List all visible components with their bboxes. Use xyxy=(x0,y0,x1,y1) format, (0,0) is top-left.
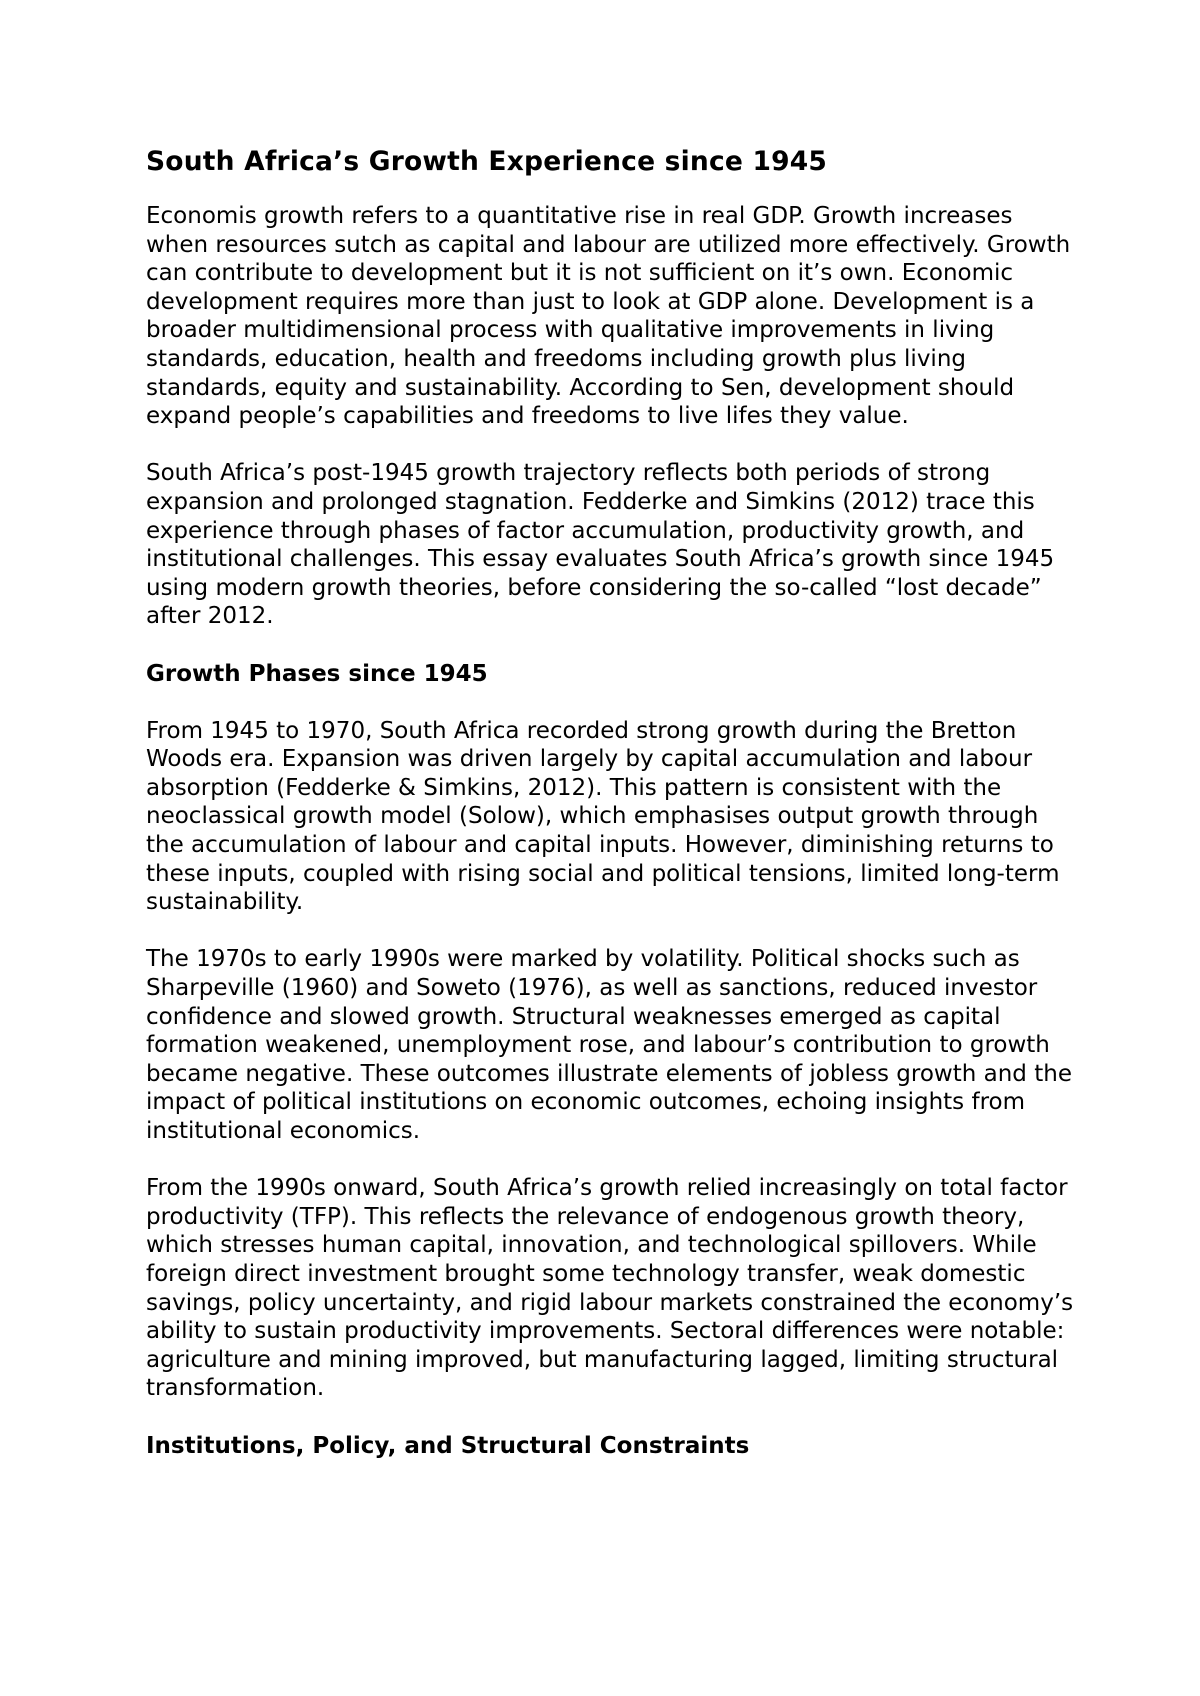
document-page xyxy=(146,146,1076,1489)
growth-phases-paragraph-2: The 1970s to early 1990s were marked by volatility. Political shocks such as Sharpeville (1960) and Soweto (1976), as well as sanctions, reduced investor confidence and slowed growth. Structural weaknesses emerged as capital formation weakened, unemployment rose, and labour’s contribution to growth became negative. These outcomes illustrate elements of jobless growth and the impact of political institutions on economic outcomes, echoing insights from institutional economics. xyxy=(146,946,1072,1144)
document-title: South Africa’s Growth Experience since 1945 xyxy=(146,146,828,177)
intro-paragraph-2: South Africa’s post-1945 growth trajectory reflects both periods of strong expansion and prolonged stagnation. Fedderke and Simkins (2012) trace this experience through phases of factor accumulation, productivity growth, and institutional challenges. This essay evaluates South Africa’s growth since 1945 using modern growth theories, before considering the so-called “lost decade” after 2012. xyxy=(146,460,1055,630)
growth-phases-paragraph-1: From 1945 to 1970, South Africa recorded strong growth during the Bretton Woods era. Expansion was driven largely by capital accumulation and labour absorption (Fedderke & Simkins, 2012). This pattern is consistent with the neoclassical growth model (Solow), which emphasises output growth through the accumulation of labour and capital inputs. However, diminishing returns to these inputs, coupled with rising social and political tensions, limited long-term sustainability. xyxy=(146,717,1060,916)
intro-paragraph-1: Economis growth refers to a quantitative rise in real GDP. Growth increases when resources sutch as capital and labour are utilized more effectively. Growth can contribute to development but it is not sufficient on it’s own. Economic development requires more than just to look at GDP alone. Development is a broader multidimensional process with qualitative improvements in living standards, education, health and freedoms including growth plus living standards, equity and sustainability. According to Sen, development should expand people’s capabilities and freedoms to live lifes they value. xyxy=(146,203,1071,430)
section-heading-institutions: Institutions, Policy, and Structural Constraints xyxy=(146,1432,750,1459)
growth-phases-paragraph-3: From the 1990s onward, South Africa’s growth relied increasingly on total factor productivity (TFP). This reflects the relevance of endogenous growth theory, which stresses human capital, innovation, and technological spillovers. While foreign direct investment brought some technology transfer, weak domestic savings, policy uncertainty, and rigid labour markets constrained the economy’s ability to sustain productivity improvements. Sectoral differences were notable: agriculture and mining improved, but manufacturing lagged, limiting structural transformation. xyxy=(146,1175,1074,1402)
section-heading-growth-phases: Growth Phases since 1945 xyxy=(146,660,488,687)
